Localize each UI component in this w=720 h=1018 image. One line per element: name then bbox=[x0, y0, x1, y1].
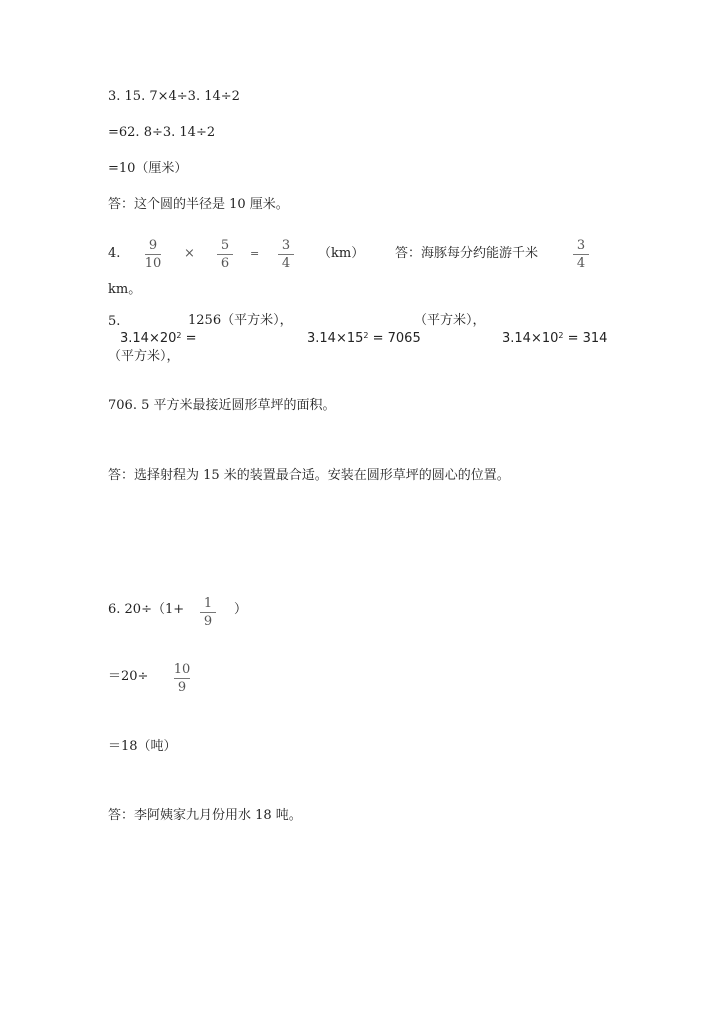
fraction-denominator: 9 bbox=[177, 680, 187, 695]
q5-unit-3: （平方米）， bbox=[108, 349, 180, 364]
fraction-numerator: 9 bbox=[148, 238, 158, 253]
fraction-numerator: 5 bbox=[220, 238, 230, 253]
expr-value: = 314 bbox=[563, 331, 608, 346]
fraction-bar bbox=[278, 254, 294, 255]
q3-line-3: =10（厘米） bbox=[108, 161, 188, 176]
expr-exponent: 2 bbox=[363, 331, 369, 340]
q3-line-2: =62. 8÷3. 14÷2 bbox=[108, 125, 216, 140]
expr-base: 3.14×20 bbox=[120, 331, 177, 346]
q5-number: 5. bbox=[108, 314, 121, 329]
fraction-denominator: 6 bbox=[220, 256, 230, 271]
q5-line-2: 706. 5 平方米最接近圆形草坪的面积。 bbox=[108, 398, 336, 413]
fraction-bar bbox=[573, 254, 589, 255]
fraction-denominator: 4 bbox=[576, 256, 586, 271]
fraction-numerator: 3 bbox=[281, 238, 291, 253]
expr-equals: = bbox=[181, 331, 197, 346]
q6-answer: 答：李阿姨家九月份用水 18 吨。 bbox=[108, 808, 302, 823]
fraction-numerator: 1 bbox=[203, 596, 213, 611]
fraction-denominator: 9 bbox=[203, 614, 213, 629]
q4-fraction-4 bbox=[570, 238, 592, 271]
q4-unit: （km） bbox=[318, 246, 365, 261]
q5-expression-3 bbox=[502, 331, 607, 347]
q6-fraction-2 bbox=[171, 662, 193, 695]
q5-unit-2: （平方米）， bbox=[414, 313, 486, 328]
expr-base: 3.14×10 bbox=[502, 331, 559, 346]
q6-line-3: ＝18（吨） bbox=[108, 739, 177, 754]
q4-fraction-3 bbox=[275, 238, 297, 271]
q4-fraction-2 bbox=[214, 238, 236, 271]
fraction-bar bbox=[174, 678, 190, 679]
fraction-numerator: 3 bbox=[576, 238, 586, 253]
q6-line-2: ＝20÷ bbox=[108, 669, 149, 684]
q4-times-sign: × bbox=[184, 246, 195, 261]
fraction-numerator: 10 bbox=[173, 662, 191, 677]
fraction-denominator: 10 bbox=[144, 256, 162, 271]
q5-expression-1 bbox=[120, 331, 197, 347]
q3-answer: 答：这个圆的半径是 10 厘米。 bbox=[108, 197, 289, 212]
q6-line-1: 6. 20÷（1+ bbox=[108, 602, 185, 617]
q5-answer: 答：选择射程为 15 米的装置最合适。安装在圆形草坪的圆心的位置。 bbox=[108, 468, 510, 483]
expr-exponent: 2 bbox=[176, 331, 182, 340]
fraction-bar bbox=[200, 612, 216, 613]
fraction-denominator: 4 bbox=[281, 256, 291, 271]
q4-fraction-1 bbox=[142, 238, 164, 271]
q4-answer: 答：海豚每分约能游千米 bbox=[395, 246, 539, 261]
q4-equals-sign: = bbox=[250, 247, 260, 260]
expr-exponent: 2 bbox=[558, 331, 564, 340]
q3-line-1: 3. 15. 7×4÷3. 14÷2 bbox=[108, 89, 240, 104]
q5-value-1: 1256（平方米）， bbox=[188, 313, 293, 328]
q5-expression-2 bbox=[307, 331, 421, 347]
expr-value: = 7065 bbox=[368, 331, 421, 346]
expr-base: 3.14×15 bbox=[307, 331, 364, 346]
q4-tail: km。 bbox=[108, 282, 142, 297]
q4-number: 4. bbox=[108, 246, 121, 261]
fraction-bar bbox=[145, 254, 161, 255]
q6-line-1-close: ） bbox=[234, 602, 248, 617]
q6-fraction-1 bbox=[197, 596, 219, 629]
fraction-bar bbox=[217, 254, 233, 255]
